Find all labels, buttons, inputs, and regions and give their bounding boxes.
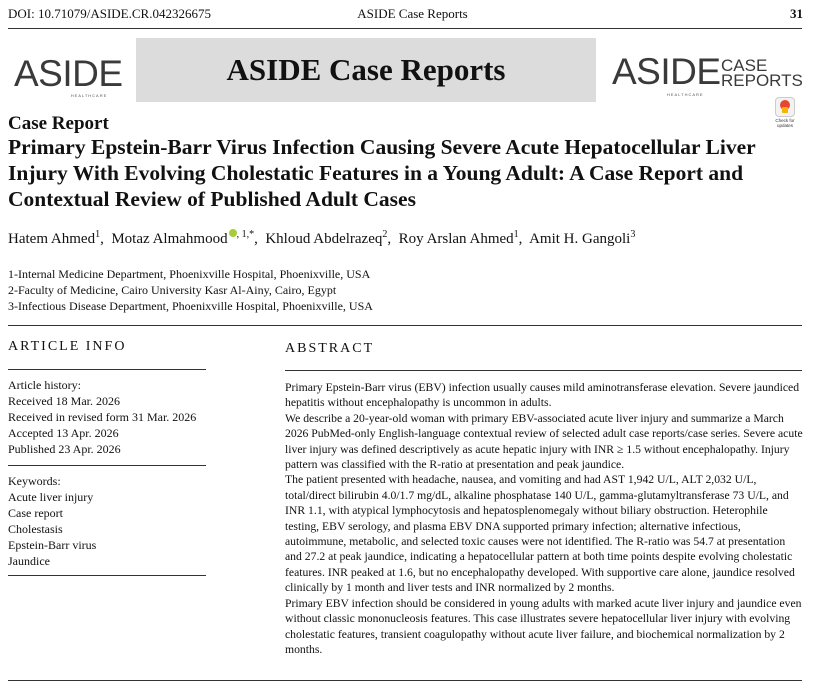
history-label: Article history: xyxy=(8,378,81,392)
article-info-rule xyxy=(8,369,206,370)
keyword-item: Jaundice xyxy=(8,554,50,568)
history-item: Accepted 13 Apr. 2026 xyxy=(8,426,119,440)
article-info-rule xyxy=(8,465,206,466)
keyword-item: Acute liver injury xyxy=(8,490,94,504)
section-divider xyxy=(8,325,802,326)
author-name[interactable]: Hatem Ahmed xyxy=(8,231,96,247)
abstract-rule xyxy=(285,370,802,371)
history-item: Received in revised form 31 Mar. 2026 xyxy=(8,410,197,424)
abstract-paragraph: We describe a 20-year-old woman with primary EBV-associated acute liver injury and summarize a March 2026 PubMed-only English-language contextual review of selected adult case reports/case series. Severe acute liver injury was defined descriptively as acute hepatic injury with INR ≥ 1.5 without encephalopathy. Injury pattern was classified with the R-ratio at presentation and peak jaundice. xyxy=(285,411,803,472)
author-name[interactable]: Khloud Abdelrazeq xyxy=(265,231,383,247)
doi-link[interactable]: DOI: 10.71079/ASIDE.CR.042326675 xyxy=(8,6,211,21)
author-affiliation-mark: 1 xyxy=(95,229,101,240)
logo-case-reports-text: CASE REPORTS xyxy=(721,56,803,90)
logo-wordmark: ASIDE xyxy=(14,53,123,94)
history-item: Published 23 Apr. 2026 xyxy=(8,442,121,456)
abstract-body xyxy=(285,380,803,657)
affiliation-line: 1-Internal Medicine Department, Phoenixville Hospital, Phoenixville, USA xyxy=(8,267,371,281)
check-for-updates-button[interactable] xyxy=(771,97,799,127)
author-affiliation-mark: 3 xyxy=(630,229,636,240)
article-type: Case Report xyxy=(8,113,109,134)
history-item: Received 18 Mar. 2026 xyxy=(8,394,120,408)
article-history xyxy=(8,377,196,457)
logo-subtext: HEALTHCARE xyxy=(70,93,108,98)
crossmark-icon xyxy=(775,97,795,117)
abstract-paragraph: Primary EBV infection should be considered in young adults with marked acute liver injury and jaundice even without classic mononucleosis features. This case illustrates severe hepatocellular liver injury with evolving cholestatic features, transient coagulopathy without acute liver failure, and biochemical normalization by 2 months. xyxy=(285,596,802,656)
page-number: 31 xyxy=(790,6,803,21)
footer-divider xyxy=(8,680,802,681)
author-name[interactable]: Motaz Almahmood xyxy=(111,231,228,247)
author-name[interactable]: Roy Arslan Ahmed xyxy=(398,231,514,247)
abstract-paragraph: Primary Epstein-Barr virus (EBV) infection usually causes mild aminotransferase elevation. Severe jaundiced hepatitis without encephalopathy is uncommon in adults. xyxy=(285,381,800,410)
author-affiliation-mark: 2 xyxy=(382,229,388,240)
keyword-item: Case report xyxy=(8,506,63,520)
affiliation-line: 2-Faculty of Medicine, Cairo University Kasr Al-Ainy, Cairo, Egypt xyxy=(8,283,337,297)
running-header xyxy=(8,6,817,24)
abstract-heading: ABSTRACT xyxy=(285,341,375,356)
logo-wordmark: ASIDE xyxy=(612,51,721,92)
keyword-item: Cholestasis xyxy=(8,522,63,536)
aside-case-reports-logo xyxy=(612,51,803,98)
logo-subtext: HEALTHCARE xyxy=(667,92,704,97)
affiliation-line: 3-Infectious Disease Department, Phoenixville Hospital, Phoenixville, USA xyxy=(8,299,373,313)
article-info-rule xyxy=(8,575,206,576)
affiliations xyxy=(8,266,373,314)
article-info-heading: ARTICLE INFO xyxy=(8,339,127,354)
check-for-updates-label: Check for updates xyxy=(775,118,795,128)
author-affiliation-mark: , 1,* xyxy=(236,229,255,240)
keyword-item: Epstein-Barr virus xyxy=(8,538,97,552)
journal-banner xyxy=(136,38,596,102)
keywords xyxy=(8,473,96,569)
abstract-paragraph: The patient presented with headache, nausea, and vomiting and had AST 1,942 U/L, ALT 2,032 U/L, total/direct bilirubin 4.0/1.7 mg/dL, alkaline phosphatase 140 U/L, gamma-glutamyltransferase 73 U/L, and INR 1.1, with atypical lymphocytosis and hepatosplenomegaly without biliary obstruction. Heterophile testing, EBV serology, and plasma EBV DNA supported primary infection; alternative infectious, autoimmune, metabolic, and selected toxic causes were not identified. The R-ratio was 54.7 at presentation and 27.2 at peak jaundice, indicating a hepatocellular pattern at both time points despite evolving cholestatic features. INR peaked at 1.6, but no encephalopathy developed. With supportive care alone, jaundice resolved clinically by 1 month and liver tests and INR normalized by 2 months. xyxy=(285,473,795,595)
author-affiliation-mark: 1 xyxy=(513,229,519,240)
journal-banner-title: ASIDE Case Reports xyxy=(226,52,506,87)
header-divider xyxy=(8,28,802,29)
keywords-label: Keywords: xyxy=(8,474,61,488)
author-name[interactable]: Amit H. Gangoli xyxy=(529,231,631,247)
running-journal-name: ASIDE Case Reports xyxy=(357,6,468,21)
author-list: Hatem Ahmed$^1$, Motaz Almahmood $^{, 1,*}$, Khloud Abdelrazeq$^2$, Roy Arslan Ahmed$^1$, Amit H. Gangoli$^3$ xyxy=(8,229,636,247)
orcid-icon[interactable] xyxy=(229,229,237,237)
aside-healthcare-logo-left xyxy=(14,53,124,98)
article-title: Primary Epstein-Barr Virus Infection Causing Severe Acute Hepatocellular Liver Injury With Evolving Cholestatic Features in a Young Adult: A Case Report and Contextual Review of Published Adult Cases xyxy=(8,135,756,211)
